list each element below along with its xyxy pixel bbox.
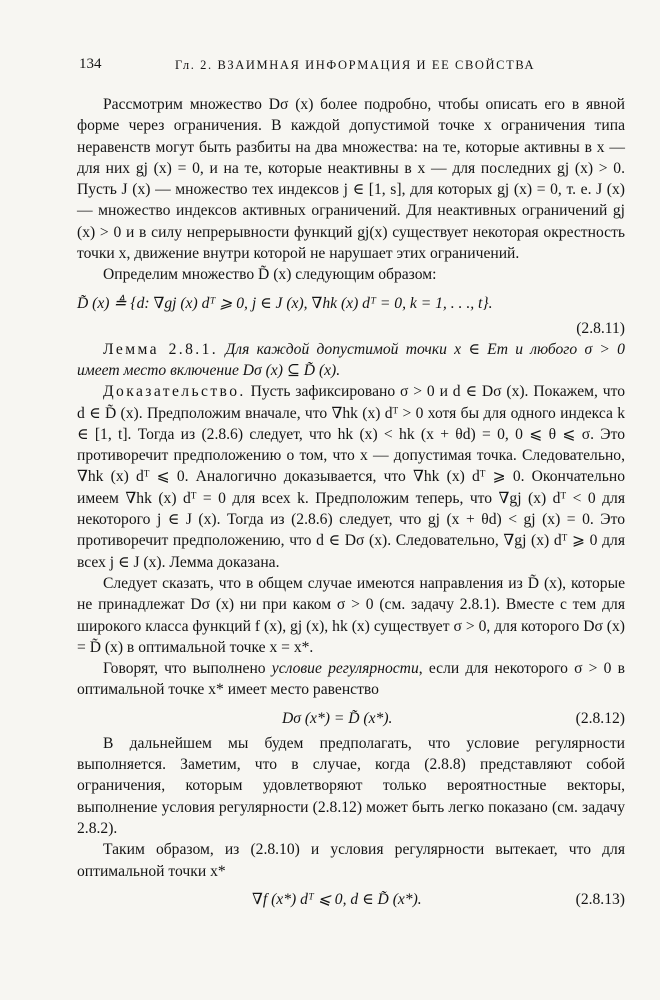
running-head: Гл. 2. ВЗАИМНАЯ ИНФОРМАЦИЯ И ЕЕ СВОЙСТВА: [175, 58, 536, 72]
formula-2-8-12: [77, 705, 625, 731]
eq-number-line: [77, 318, 625, 339]
paragraph-directions: Следует сказать, что в общем случае имеются направления из D̃ (x), которые не принадлежат Dσ (x) ни при каком σ > 0 (см. задачу 2.8.1). Вместе с тем для широкого класса функций f (x), gj (x), hk (x) существует σ > 0, для которого Dσ (x) = D̃ (x) в оптимальной точке x = x*.: [77, 574, 625, 656]
paragraph-regularity: [77, 658, 625, 701]
lemma-2-8-1: [77, 339, 625, 382]
lemma-label: Лемма 2.8.1.: [103, 340, 219, 358]
body-text: [77, 94, 625, 914]
lemma-statement: Для каждой допустимой точки x ∈ Em и любого σ > 0 имеет место включение Dσ (x) ⊆ D̃ (x).: [77, 340, 625, 379]
regularity-after: , если для некоторого σ > 0 в оптимальной точке x* имеет место равенство: [77, 660, 625, 699]
paragraph-conclusion: Таким образом, из (2.8.10) и условия регулярности вытекает, что для оптимальной точки x*: [77, 841, 625, 880]
page-number: 134: [79, 56, 102, 72]
paragraph-active-constraints: Рассмотрим множество Dσ (x) более подробно, чтобы описать его в явной форме через ограничения. В каждой допустимой точке x ограничения типа неравенств могут быть разбиты на два множества: на те, которые активны в x — для них gj (x) = 0, и на те, которые неактивны в x — для последних gj (x) > 0. Пусть J (x) — множество тех индексов j ∈ [1, s], для которых gj (x) = 0, т. е. J (x) — множество индексов активных ограничений. Для неактивных ограничений gj (x) > 0 и в силу непрерывности функций gj(x) существует некоторая окрестность точки x, движение внутри которой не нарушает этих ограничений.: [77, 96, 625, 263]
formula-2-8-11: [77, 290, 625, 316]
formula-2-8-13: [77, 886, 625, 912]
paragraph-assumption: В дальнейшем мы будем предполагать, что условие регулярности выполняется. Заметим, что в случае, когда (2.8.8) представляют собой ограничения, которым удовлетворяют только вероятностные векторы, выполнение условия регулярности (2.8.12) может быть легко показано (см. задачу 2.8.2).: [77, 734, 625, 837]
proof-text: Пусть зафиксировано σ > 0 и d ∈ Dσ (x). Покажем, что d ∈ D̃ (x). Предположим вначале, что ∇hk (x) dᵀ > 0 хотя бы для одного индекса k ∈ [1, t]. Тогда из (2.8.6) следует, что hk (x) < hk (x + θd) = 0, 0 ⩽ θ ⩽ σ. Это противоречит предположению о том, что x — допустимая точка. Следовательно, ∇hk (x) dᵀ ⩽ 0. Аналогично доказывается, что ∇hk (x) dᵀ ⩾ 0. Окончательно имеем ∇hk (x) dᵀ = 0 для всех k. Предположим теперь, что ∇gj (x) dᵀ < 0 для некоторого j ∈ J (x). Тогда из (2.8.6) следует, что gj (x + θd) < gj (x) = 0. Это противоречит предположению, что d ∈ Dσ (x). Следовательно, ∇gj (x) dᵀ ⩾ 0 для всех j ∈ J (x). Лемма доказана.: [77, 383, 626, 571]
formula-regularity: Dσ (x*) = D̃ (x*).: [282, 709, 393, 727]
eq-number-2-8-13: (2.8.13): [575, 890, 625, 908]
formula-set-definition: D̃ (x) ≜ {d: ∇gj (x) dᵀ ⩾ 0, j ∈ J (x), ∇hk (x) dᵀ = 0, k = 1, . . ., t}.: [77, 294, 493, 312]
formula-optimality: ∇f (x*) dᵀ ⩽ 0, d ∈ D̃ (x*).: [252, 890, 422, 908]
regularity-term: условие регулярности: [271, 660, 419, 678]
proof: [77, 381, 625, 573]
eq-number-2-8-11: (2.8.11): [576, 319, 625, 337]
eq-number-2-8-12: (2.8.12): [575, 709, 625, 727]
page-header: [79, 56, 541, 78]
paragraph-define-set: Определим множество D̃ (x) следующим образом:: [103, 266, 437, 284]
proof-label: Доказательство.: [103, 383, 246, 401]
regularity-before: Говорят, что выполнено: [103, 660, 272, 678]
